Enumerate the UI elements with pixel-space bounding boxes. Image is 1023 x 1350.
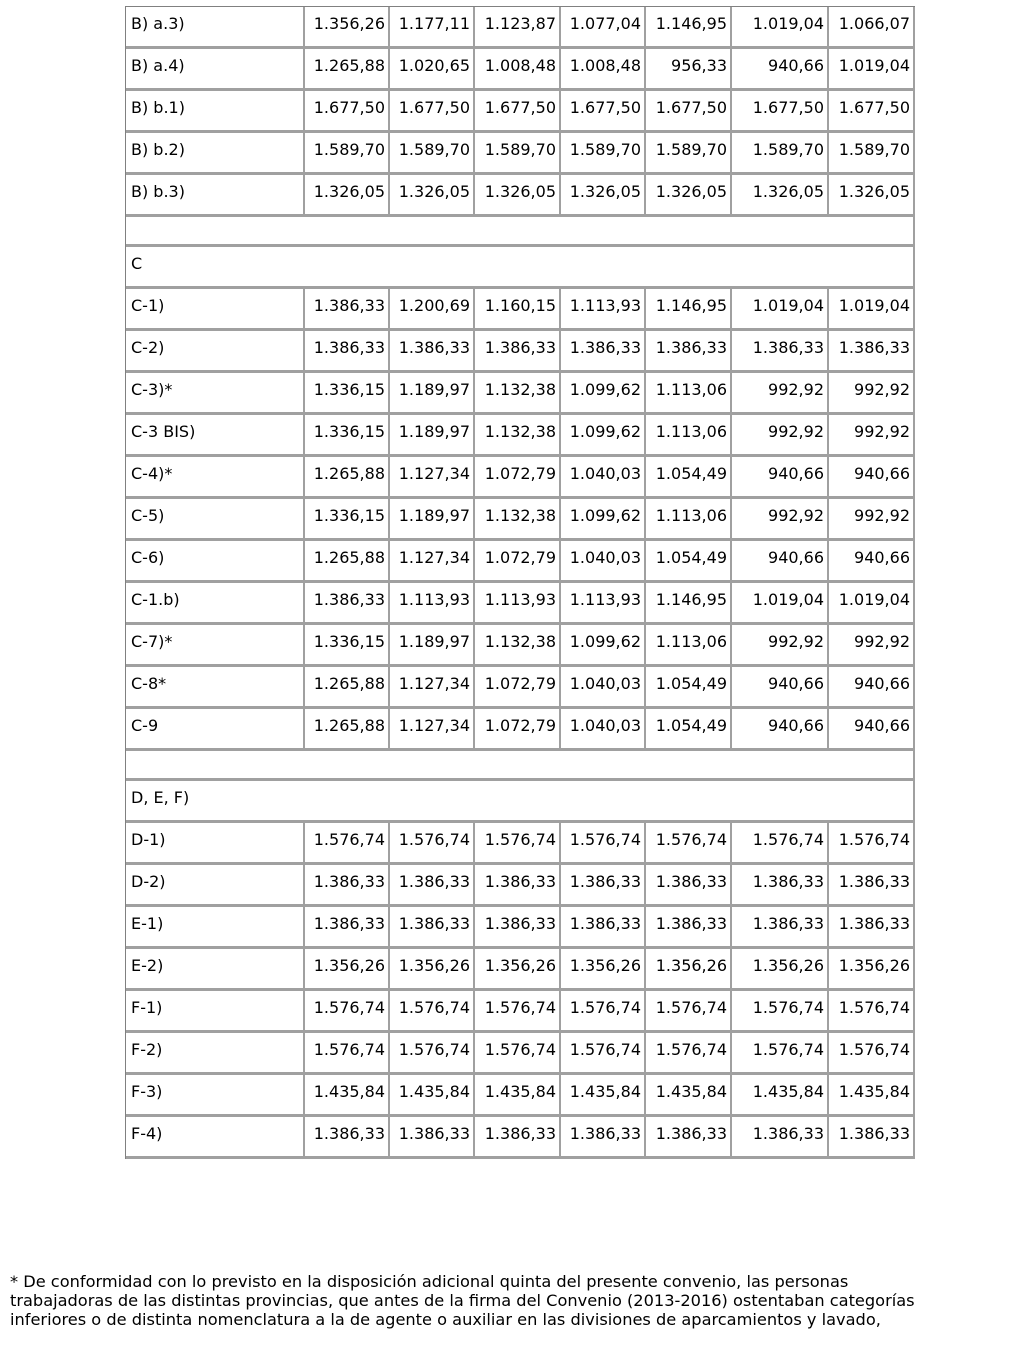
salary-value-cell: 1.146,95 bbox=[646, 583, 732, 625]
section-label: D, E, F) bbox=[126, 781, 915, 823]
category-label: C-4)* bbox=[126, 457, 305, 499]
salary-value-cell: 1.677,50 bbox=[305, 91, 390, 133]
salary-value-cell: 1.127,34 bbox=[390, 709, 475, 751]
salary-value-cell: 1.265,88 bbox=[305, 541, 390, 583]
table-row bbox=[126, 373, 915, 415]
salary-value-cell: 1.326,05 bbox=[390, 175, 475, 217]
salary-value-cell: 1.589,70 bbox=[475, 133, 561, 175]
table-row bbox=[126, 823, 915, 865]
table-row bbox=[126, 49, 915, 91]
salary-value-cell: 1.386,33 bbox=[829, 907, 915, 949]
salary-value-cell: 1.435,84 bbox=[561, 1075, 646, 1117]
salary-value-cell: 1.019,04 bbox=[732, 583, 829, 625]
salary-value-cell: 1.435,84 bbox=[646, 1075, 732, 1117]
salary-value-cell: 1.177,11 bbox=[390, 7, 475, 49]
table-row bbox=[126, 865, 915, 907]
salary-value-cell: 1.072,79 bbox=[475, 457, 561, 499]
salary-value-cell: 1.386,33 bbox=[390, 907, 475, 949]
table-row bbox=[126, 709, 915, 751]
footnote: * De conformidad con lo previsto en la disposición adicional quinta del presente convenio, las personas trabajadoras de las distintas provincias, que antes de la firma del Convenio (2013-2016) ostentaban categorías inferiores o de distinta nomenclatura a la de agente o auxiliar en las divisiones de aparcamientos y lavado, bbox=[10, 1272, 915, 1329]
salary-value-cell: 1.326,05 bbox=[646, 175, 732, 217]
salary-value-cell: 940,66 bbox=[732, 541, 829, 583]
salary-value-cell: 1.576,74 bbox=[561, 991, 646, 1033]
salary-value-cell: 1.099,62 bbox=[561, 373, 646, 415]
table-row bbox=[126, 949, 915, 991]
salary-value-cell: 1.576,74 bbox=[475, 823, 561, 865]
salary-value-cell: 1.435,84 bbox=[475, 1075, 561, 1117]
table-row bbox=[126, 415, 915, 457]
salary-value-cell: 1.576,74 bbox=[829, 1033, 915, 1075]
salary-value-cell: 1.072,79 bbox=[475, 667, 561, 709]
table-row bbox=[126, 583, 915, 625]
salary-value-cell: 1.589,70 bbox=[829, 133, 915, 175]
salary-value-cell: 956,33 bbox=[646, 49, 732, 91]
salary-value-cell: 1.576,74 bbox=[475, 991, 561, 1033]
section-header-row bbox=[126, 247, 915, 289]
salary-value-cell: 1.356,26 bbox=[829, 949, 915, 991]
salary-value-cell: 1.386,33 bbox=[829, 865, 915, 907]
salary-value-cell: 1.040,03 bbox=[561, 709, 646, 751]
salary-value-cell: 992,92 bbox=[829, 625, 915, 667]
salary-value-cell: 1.326,05 bbox=[561, 175, 646, 217]
table-row bbox=[126, 457, 915, 499]
salary-value-cell: 1.336,15 bbox=[305, 499, 390, 541]
salary-value-cell: 1.576,74 bbox=[646, 823, 732, 865]
salary-value-cell: 992,92 bbox=[732, 625, 829, 667]
salary-value-cell: 1.386,33 bbox=[305, 865, 390, 907]
category-label: C-2) bbox=[126, 331, 305, 373]
salary-value-cell: 1.123,87 bbox=[475, 7, 561, 49]
salary-value-cell: 1.435,84 bbox=[829, 1075, 915, 1117]
spacer-row bbox=[126, 751, 915, 781]
table-row bbox=[126, 499, 915, 541]
category-label: E-2) bbox=[126, 949, 305, 991]
salary-value-cell: 1.356,26 bbox=[390, 949, 475, 991]
salary-value-cell: 1.189,97 bbox=[390, 373, 475, 415]
spacer-cell bbox=[126, 751, 915, 781]
salary-value-cell: 1.677,50 bbox=[475, 91, 561, 133]
salary-value-cell: 940,66 bbox=[732, 667, 829, 709]
table-row bbox=[126, 289, 915, 331]
salary-value-cell: 1.077,04 bbox=[561, 7, 646, 49]
salary-value-cell: 1.040,03 bbox=[561, 667, 646, 709]
table-row bbox=[126, 1117, 915, 1159]
salary-value-cell: 1.113,93 bbox=[390, 583, 475, 625]
salary-value-cell: 1.386,33 bbox=[646, 331, 732, 373]
category-label: F-3) bbox=[126, 1075, 305, 1117]
category-label: D-2) bbox=[126, 865, 305, 907]
salary-value-cell: 1.265,88 bbox=[305, 49, 390, 91]
salary-value-cell: 1.072,79 bbox=[475, 709, 561, 751]
table-row bbox=[126, 1033, 915, 1075]
salary-value-cell: 1.356,26 bbox=[732, 949, 829, 991]
salary-value-cell: 1.576,74 bbox=[732, 1033, 829, 1075]
salary-value-cell: 1.386,33 bbox=[646, 907, 732, 949]
table-row bbox=[126, 991, 915, 1033]
table-row bbox=[126, 175, 915, 217]
salary-value-cell: 1.040,03 bbox=[561, 457, 646, 499]
salary-value-cell: 1.356,26 bbox=[646, 949, 732, 991]
salary-value-cell: 940,66 bbox=[829, 667, 915, 709]
salary-value-cell: 1.356,26 bbox=[305, 949, 390, 991]
table-row bbox=[126, 1075, 915, 1117]
salary-value-cell: 1.127,34 bbox=[390, 541, 475, 583]
salary-value-cell: 1.008,48 bbox=[475, 49, 561, 91]
salary-value-cell: 1.386,33 bbox=[561, 331, 646, 373]
salary-value-cell: 1.386,33 bbox=[390, 1117, 475, 1159]
salary-value-cell: 1.677,50 bbox=[829, 91, 915, 133]
table-row bbox=[126, 625, 915, 667]
salary-value-cell: 1.576,74 bbox=[829, 991, 915, 1033]
salary-value-cell: 1.386,33 bbox=[390, 331, 475, 373]
category-label: F-2) bbox=[126, 1033, 305, 1075]
salary-value-cell: 1.189,97 bbox=[390, 499, 475, 541]
salary-value-cell: 1.336,15 bbox=[305, 625, 390, 667]
table-row bbox=[126, 91, 915, 133]
salary-value-cell: 1.677,50 bbox=[732, 91, 829, 133]
salary-value-cell: 1.336,15 bbox=[305, 373, 390, 415]
salary-value-cell: 1.356,26 bbox=[305, 7, 390, 49]
salary-value-cell: 940,66 bbox=[732, 709, 829, 751]
salary-value-cell: 940,66 bbox=[829, 457, 915, 499]
category-label: B) a.3) bbox=[126, 7, 305, 49]
salary-value-cell: 1.113,06 bbox=[646, 499, 732, 541]
salary-value-cell: 1.020,65 bbox=[390, 49, 475, 91]
salary-value-cell: 1.113,93 bbox=[561, 289, 646, 331]
salary-value-cell: 1.189,97 bbox=[390, 625, 475, 667]
salary-value-cell: 992,92 bbox=[732, 499, 829, 541]
salary-value-cell: 1.576,74 bbox=[305, 823, 390, 865]
table-row bbox=[126, 907, 915, 949]
salary-value-cell: 1.589,70 bbox=[390, 133, 475, 175]
salary-value-cell: 1.386,33 bbox=[829, 1117, 915, 1159]
category-label: B) b.3) bbox=[126, 175, 305, 217]
salary-value-cell: 1.072,79 bbox=[475, 541, 561, 583]
category-label: E-1) bbox=[126, 907, 305, 949]
salary-value-cell: 1.326,05 bbox=[475, 175, 561, 217]
salary-value-cell: 1.589,70 bbox=[561, 133, 646, 175]
salary-value-cell: 1.386,33 bbox=[305, 1117, 390, 1159]
salary-value-cell: 1.200,69 bbox=[390, 289, 475, 331]
salary-value-cell: 1.576,74 bbox=[829, 823, 915, 865]
salary-value-cell: 1.386,33 bbox=[305, 331, 390, 373]
salary-value-cell: 1.677,50 bbox=[561, 91, 646, 133]
salary-value-cell: 1.386,33 bbox=[475, 1117, 561, 1159]
category-label: B) b.2) bbox=[126, 133, 305, 175]
salary-value-cell: 992,92 bbox=[732, 373, 829, 415]
salary-value-cell: 1.099,62 bbox=[561, 625, 646, 667]
salary-value-cell: 1.054,49 bbox=[646, 457, 732, 499]
salary-value-cell: 1.326,05 bbox=[829, 175, 915, 217]
salary-value-cell: 940,66 bbox=[829, 541, 915, 583]
salary-value-cell: 1.113,06 bbox=[646, 373, 732, 415]
salary-value-cell: 1.019,04 bbox=[829, 289, 915, 331]
salary-value-cell: 1.113,93 bbox=[561, 583, 646, 625]
salary-value-cell: 1.265,88 bbox=[305, 457, 390, 499]
salary-value-cell: 1.146,95 bbox=[646, 289, 732, 331]
salary-value-cell: 940,66 bbox=[732, 457, 829, 499]
salary-value-cell: 1.576,74 bbox=[390, 991, 475, 1033]
salary-value-cell: 1.386,33 bbox=[475, 907, 561, 949]
salary-value-cell: 1.386,33 bbox=[475, 331, 561, 373]
salary-value-cell: 1.589,70 bbox=[646, 133, 732, 175]
salary-value-cell: 1.386,33 bbox=[646, 1117, 732, 1159]
salary-value-cell: 1.677,50 bbox=[390, 91, 475, 133]
salary-value-cell: 1.677,50 bbox=[646, 91, 732, 133]
salary-value-cell: 1.356,26 bbox=[561, 949, 646, 991]
salary-value-cell: 1.326,05 bbox=[732, 175, 829, 217]
table-row bbox=[126, 133, 915, 175]
salary-value-cell: 1.576,74 bbox=[646, 1033, 732, 1075]
salary-value-cell: 940,66 bbox=[829, 709, 915, 751]
salary-value-cell: 1.386,33 bbox=[475, 865, 561, 907]
salary-value-cell: 1.435,84 bbox=[732, 1075, 829, 1117]
category-label: C-3)* bbox=[126, 373, 305, 415]
salary-value-cell: 1.576,74 bbox=[732, 991, 829, 1033]
salary-value-cell: 1.386,33 bbox=[732, 865, 829, 907]
salary-value-cell: 1.386,33 bbox=[390, 865, 475, 907]
category-label: B) b.1) bbox=[126, 91, 305, 133]
salary-value-cell: 1.435,84 bbox=[305, 1075, 390, 1117]
salary-value-cell: 1.099,62 bbox=[561, 499, 646, 541]
salary-value-cell: 1.386,33 bbox=[732, 1117, 829, 1159]
category-label: C-8* bbox=[126, 667, 305, 709]
salary-value-cell: 1.127,34 bbox=[390, 457, 475, 499]
salary-value-cell: 1.386,33 bbox=[561, 907, 646, 949]
category-label: B) a.4) bbox=[126, 49, 305, 91]
salary-value-cell: 1.576,74 bbox=[561, 823, 646, 865]
salary-value-cell: 992,92 bbox=[829, 415, 915, 457]
salary-value-cell: 1.576,74 bbox=[390, 1033, 475, 1075]
category-label: C-6) bbox=[126, 541, 305, 583]
table-row bbox=[126, 331, 915, 373]
salary-value-cell: 1.265,88 bbox=[305, 709, 390, 751]
salary-value-cell: 1.054,49 bbox=[646, 667, 732, 709]
salary-value-cell: 1.356,26 bbox=[475, 949, 561, 991]
salary-value-cell: 1.576,74 bbox=[646, 991, 732, 1033]
salary-value-cell: 1.589,70 bbox=[732, 133, 829, 175]
category-label: D-1) bbox=[126, 823, 305, 865]
salary-value-cell: 1.132,38 bbox=[475, 415, 561, 457]
spacer-row bbox=[126, 217, 915, 247]
section-label: C bbox=[126, 247, 915, 289]
salary-value-cell: 1.576,74 bbox=[475, 1033, 561, 1075]
salary-value-cell: 1.066,07 bbox=[829, 7, 915, 49]
salary-value-cell: 1.127,34 bbox=[390, 667, 475, 709]
table-body bbox=[126, 7, 915, 1159]
salary-value-cell: 1.160,15 bbox=[475, 289, 561, 331]
category-label: C-9 bbox=[126, 709, 305, 751]
salary-value-cell: 1.146,95 bbox=[646, 7, 732, 49]
salary-value-cell: 1.099,62 bbox=[561, 415, 646, 457]
salary-value-cell: 1.040,03 bbox=[561, 541, 646, 583]
salary-value-cell: 1.132,38 bbox=[475, 373, 561, 415]
salary-value-cell: 1.265,88 bbox=[305, 667, 390, 709]
salary-value-cell: 940,66 bbox=[732, 49, 829, 91]
category-label: C-1.b) bbox=[126, 583, 305, 625]
salary-value-cell: 1.336,15 bbox=[305, 415, 390, 457]
salary-table bbox=[125, 6, 915, 1159]
category-label: C-1) bbox=[126, 289, 305, 331]
salary-value-cell: 1.113,93 bbox=[475, 583, 561, 625]
salary-value-cell: 1.576,74 bbox=[305, 991, 390, 1033]
salary-value-cell: 1.019,04 bbox=[829, 583, 915, 625]
salary-value-cell: 1.386,33 bbox=[561, 865, 646, 907]
salary-value-cell: 1.019,04 bbox=[732, 7, 829, 49]
salary-value-cell: 992,92 bbox=[732, 415, 829, 457]
category-label: F-4) bbox=[126, 1117, 305, 1159]
salary-value-cell: 1.576,74 bbox=[305, 1033, 390, 1075]
salary-value-cell: 1.019,04 bbox=[829, 49, 915, 91]
salary-value-cell: 1.054,49 bbox=[646, 541, 732, 583]
table-row bbox=[126, 667, 915, 709]
category-label: C-7)* bbox=[126, 625, 305, 667]
spacer-cell bbox=[126, 217, 915, 247]
salary-value-cell: 1.386,33 bbox=[305, 907, 390, 949]
salary-value-cell: 1.386,33 bbox=[305, 583, 390, 625]
category-label: F-1) bbox=[126, 991, 305, 1033]
table-row bbox=[126, 541, 915, 583]
salary-value-cell: 1.113,06 bbox=[646, 415, 732, 457]
salary-value-cell: 1.132,38 bbox=[475, 625, 561, 667]
category-label: C-5) bbox=[126, 499, 305, 541]
salary-value-cell: 1.326,05 bbox=[305, 175, 390, 217]
salary-value-cell: 1.576,74 bbox=[390, 823, 475, 865]
salary-value-cell: 1.386,33 bbox=[732, 907, 829, 949]
salary-value-cell: 1.386,33 bbox=[305, 289, 390, 331]
salary-value-cell: 1.386,33 bbox=[561, 1117, 646, 1159]
salary-value-cell: 1.589,70 bbox=[305, 133, 390, 175]
salary-value-cell: 992,92 bbox=[829, 499, 915, 541]
salary-value-cell: 1.113,06 bbox=[646, 625, 732, 667]
salary-value-cell: 1.386,33 bbox=[646, 865, 732, 907]
salary-value-cell: 1.132,38 bbox=[475, 499, 561, 541]
section-header-row bbox=[126, 781, 915, 823]
table-row bbox=[126, 7, 915, 49]
salary-value-cell: 1.019,04 bbox=[732, 289, 829, 331]
salary-value-cell: 1.054,49 bbox=[646, 709, 732, 751]
category-label: C-3 BIS) bbox=[126, 415, 305, 457]
salary-value-cell: 1.386,33 bbox=[829, 331, 915, 373]
salary-value-cell: 992,92 bbox=[829, 373, 915, 415]
salary-value-cell: 1.435,84 bbox=[390, 1075, 475, 1117]
salary-value-cell: 1.189,97 bbox=[390, 415, 475, 457]
salary-value-cell: 1.008,48 bbox=[561, 49, 646, 91]
salary-value-cell: 1.386,33 bbox=[732, 331, 829, 373]
salary-value-cell: 1.576,74 bbox=[561, 1033, 646, 1075]
salary-value-cell: 1.576,74 bbox=[732, 823, 829, 865]
